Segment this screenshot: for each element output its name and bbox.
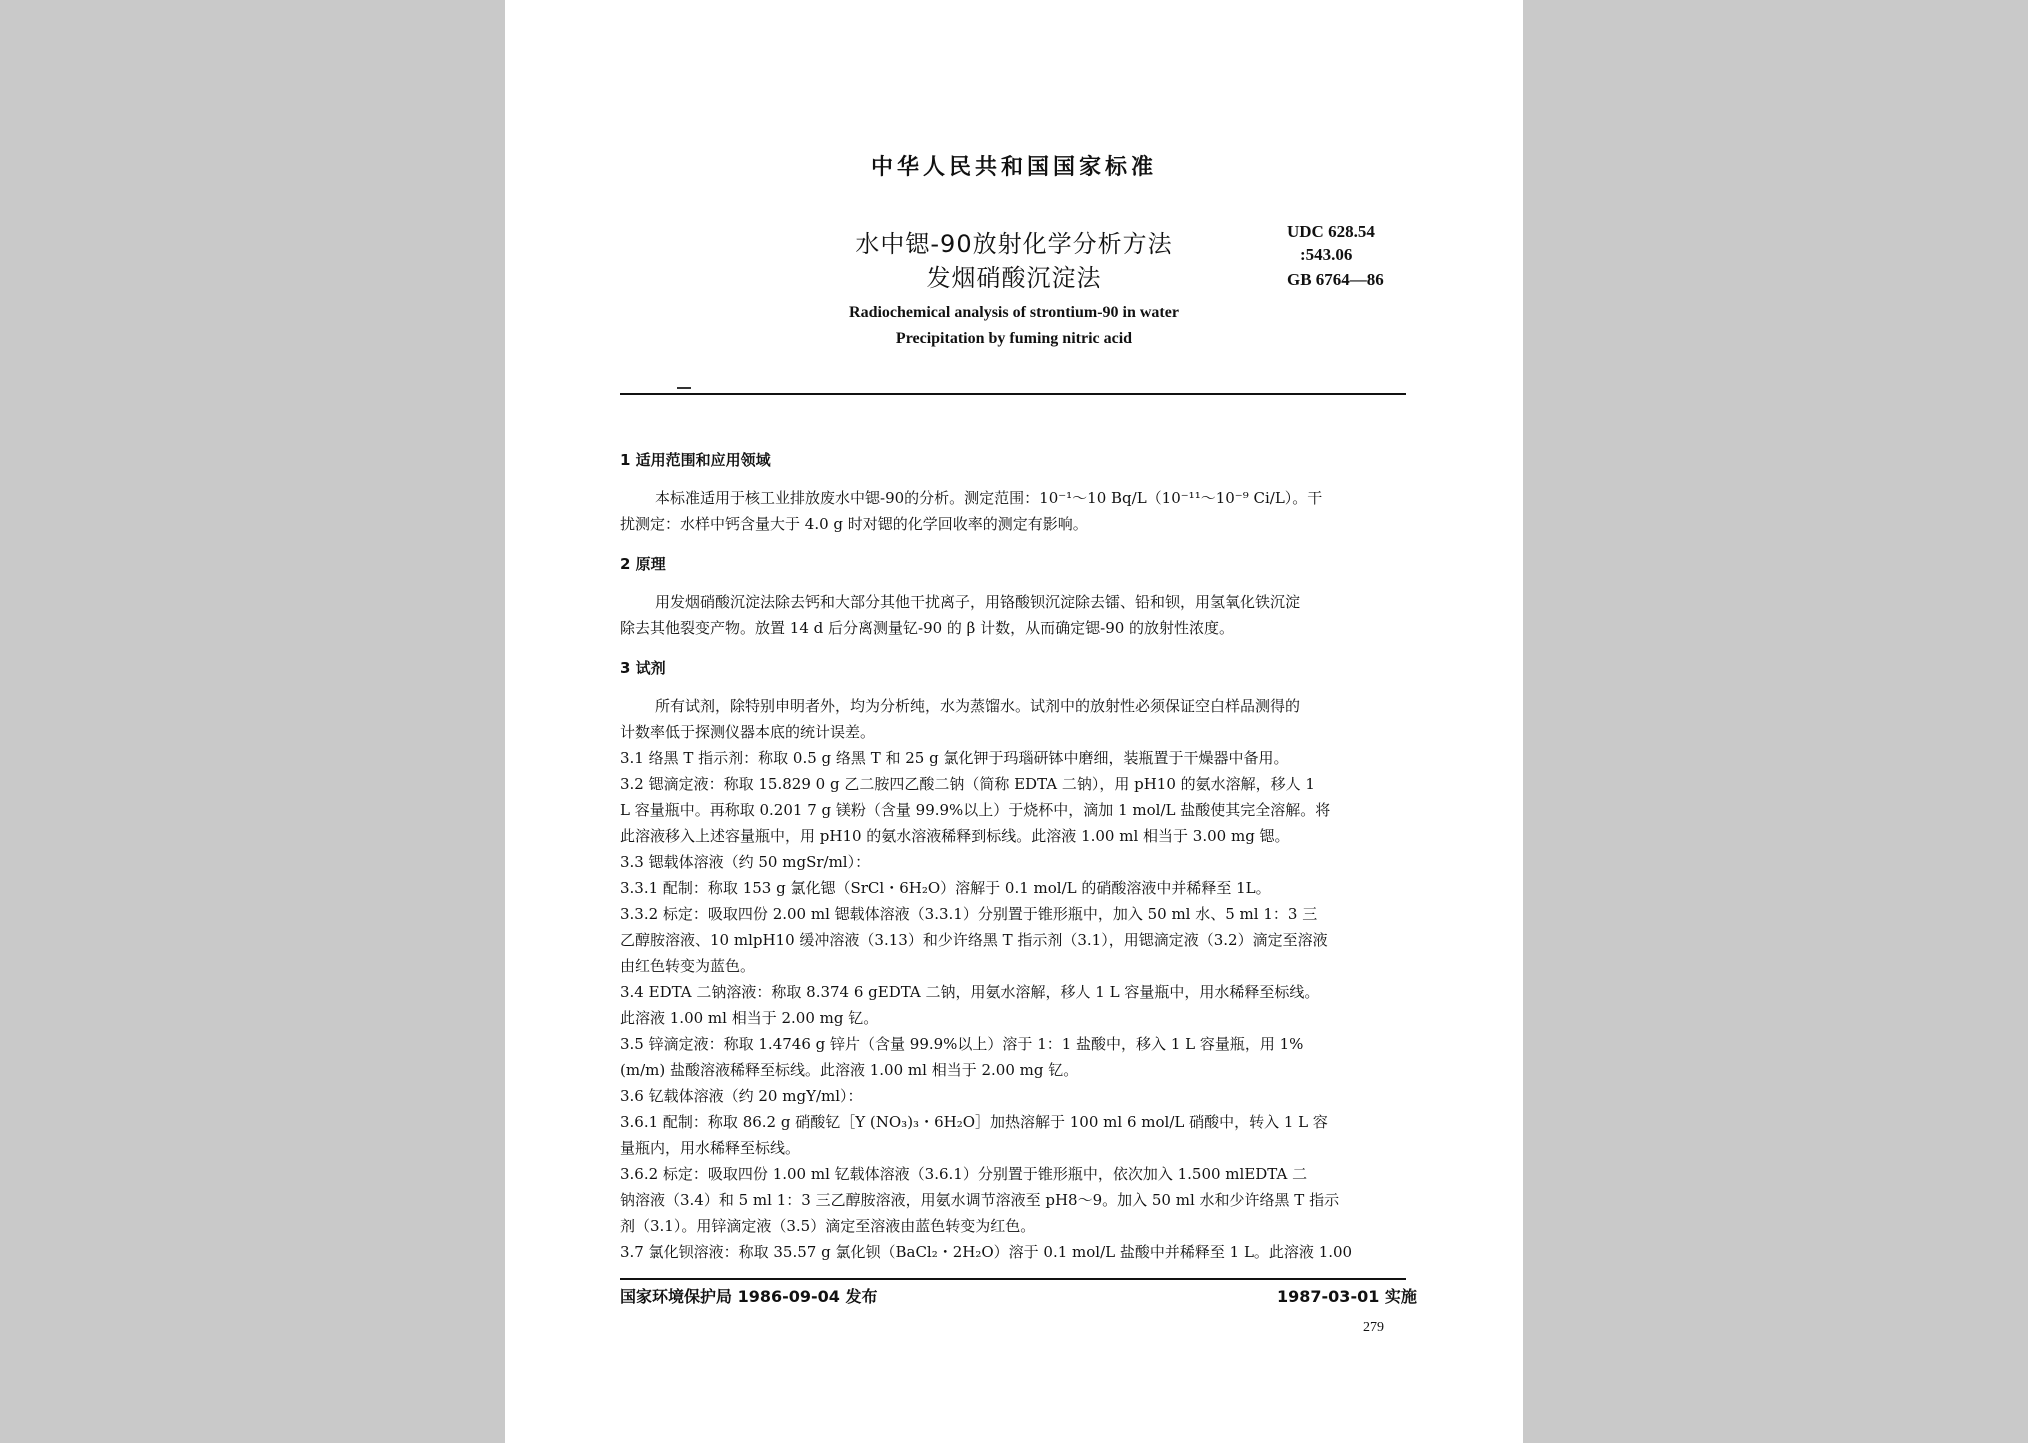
clause-3-3: 3.3 锶载体溶液（约 50 mgSr/ml）：: [620, 853, 871, 871]
udc-code-sub: :543.06: [1300, 245, 1353, 264]
header-divider: [620, 393, 1406, 395]
clause-3-5: 3.5 锌滴定液：称取 1.4746 g 锌片（含量 99.9%以上）溶于 1：1 盐酸中，移入 1 L 容量瓶，用 1%: [620, 1035, 1304, 1053]
clause-3-3-2: 由红色转变为蓝色。: [620, 957, 756, 975]
clause-3-3-2: 3.3.2 标定：吸取四份 2.00 ml 锶载体溶液（3.3.1）分别置于锥形瓶中，加入 50 ml 水、5 ml 1：3 三: [620, 905, 1318, 923]
udc-code: UDC 628.54: [1287, 222, 1375, 241]
english-title-line1: Radiochemical analysis of strontium-90 in water: [849, 304, 1179, 321]
document-page: [505, 0, 1523, 1443]
clause-3-6-2: 3.6.2 标定：吸取四份 1.00 ml 钇载体溶液（3.6.1）分别置于锥形瓶中，依次加入 1.500 mlEDTA 二: [620, 1165, 1308, 1183]
clause-3-6-2: 剂（3.1）。用锌滴定液（3.5）滴定至溶液由蓝色转变为红色。: [620, 1217, 1036, 1235]
clause-3-3-2: 乙醇胺溶液、10 mlpH10 缓冲溶液（3.13）和少许络黑 T 指示剂（3.1），用锶滴定液（3.2）滴定至溶液: [620, 931, 1328, 949]
section-2-text: 用发烟硝酸沉淀法除去钙和大部分其他干扰离子，用铬酸钡沉淀除去镭、铅和钡，用氢氧化铁沉淀: [655, 593, 1301, 611]
country-standard-heading: 中华人民共和国国家标准: [870, 155, 1157, 180]
chinese-title-line1: 水中锶-90放射化学分析方法: [855, 230, 1173, 258]
gb-number: GB 6764—86: [1287, 270, 1384, 289]
issue-date: 国家环境保护局 1986-09-04 发布: [620, 1287, 878, 1306]
section-3-text: 计数率低于探测仪器本底的统计误差。: [620, 723, 876, 741]
section-1-heading: 1 适用范围和应用领域: [620, 451, 771, 469]
section-3-heading: 3 试剂: [620, 659, 666, 677]
clause-3-6-2: 钠溶液（3.4）和 5 ml 1：3 三乙醇胺溶液，用氨水调节溶液至 pH8～9。加入 50 ml 水和少许络黑 T 指示: [620, 1191, 1340, 1209]
section-2-text: 除去其他裂变产物。放置 14 d 后分离测量钇-90 的 β 计数，从而确定锶-90 的放射性浓度。: [620, 619, 1235, 637]
clause-3-5: (m/m) 盐酸溶液稀释至标线。此溶液 1.00 ml 相当于 2.00 mg 钇。: [620, 1061, 1079, 1079]
clause-3-2: 此溶液移入上述容量瓶中，用 pH10 的氨水溶液稀释到标线。此溶液 1.00 ml 相当于 3.00 mg 锶。: [620, 827, 1290, 845]
effective-date: 1987-03-01 实施: [1277, 1287, 1417, 1306]
clause-3-6-1: 3.6.1 配制：称取 86.2 g 硝酸钇［Y (NO₃)₃・6H₂O］加热溶解于 100 ml 6 mol/L 硝酸中，转入 1 L 容: [620, 1113, 1328, 1131]
clause-3-1: 3.1 络黑 T 指示剂：称取 0.5 g 络黑 T 和 25 g 氯化钾于玛瑙研钵中磨细，装瓶置于干燥器中备用。: [620, 749, 1289, 767]
section-1-text: 本标准适用于核工业排放废水中锶-90的分析。测定范围：10⁻¹～10 Bq/L（10⁻¹¹～10⁻⁹ Ci/L）。干: [655, 489, 1323, 507]
clause-3-4: 3.4 EDTA 二钠溶液：称取 8.374 6 gEDTA 二钠，用氨水溶解，移人 1 L 容量瓶中，用水稀释至标线。: [620, 983, 1320, 1001]
clause-3-6: 3.6 钇载体溶液（约 20 mgY/ml）：: [620, 1087, 863, 1105]
chinese-title-line2: 发烟硝酸沉淀法: [926, 264, 1102, 292]
clause-3-2: L 容量瓶中。再称取 0.201 7 g 镁粉（含量 99.9%以上）于烧杯中，滴加 1 mol/L 盐酸使其完全溶解。将: [620, 801, 1331, 819]
section-3-text: 所有试剂，除特别申明者外，均为分析纯，水为蒸馏水。试剂中的放射性必须保证空白样品测得的: [655, 697, 1301, 715]
clause-3-2: 3.2 锶滴定液：称取 15.829 0 g 乙二胺四乙酸二钠（简称 EDTA 二钠），用 pH10 的氨水溶解，移人 1: [620, 775, 1315, 793]
section-2-heading: 2 原理: [620, 555, 666, 573]
clause-3-7: 3.7 氯化钡溶液：称取 35.57 g 氯化钡（BaCl₂・2H₂O）溶于 0.1 mol/L 盐酸中并稀释至 1 L。此溶液 1.00: [620, 1243, 1353, 1261]
clause-3-4: 此溶液 1.00 ml 相当于 2.00 mg 钇。: [620, 1009, 879, 1027]
header-mark: [677, 387, 691, 389]
section-1-text: 扰测定：水样中钙含量大于 4.0 g 时对锶的化学回收率的测定有影响。: [620, 515, 1088, 533]
footer-divider: [620, 1278, 1406, 1280]
clause-3-6-1: 量瓶内，用水稀释至标线。: [620, 1139, 801, 1157]
page-number: 279: [1363, 1320, 1384, 1335]
clause-3-3-1: 3.3.1 配制：称取 153 g 氯化锶（SrCl・6H₂O）溶解于 0.1 mol/L 的硝酸溶液中并稀释至 1L。: [620, 879, 1271, 897]
english-title-line2: Precipitation by fuming nitric acid: [895, 330, 1133, 347]
